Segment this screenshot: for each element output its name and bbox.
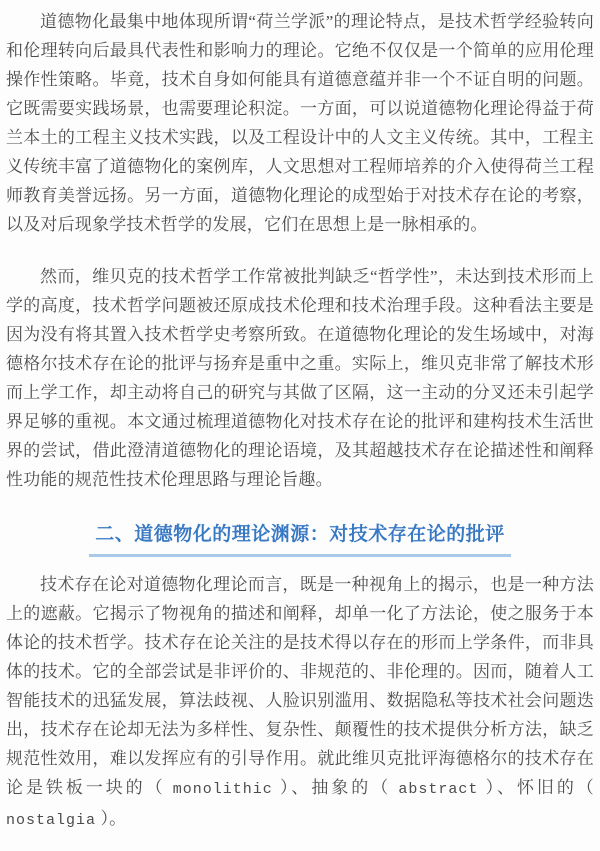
body-paragraph-1: 道德物化最集中地体现所谓“荷兰学派”的理论特点，是技术哲学经验转向和伦理转向后最具代表性和影响力的理论。它绝不仅仅是一个简单的应用伦理操作性策略。毕竟，技术自身如何能具有道德意蕴并非一个不证自明的问题。它既需要实践场景，也需要理论积淀。一方面，可以说道德物化理论得益于荷兰本土的工程主义技术实践，以及工程设计中的人文主义传统。其中，工程主义传统丰富了道德物化的案例库，人文思想对工程师培养的介入使得荷兰工程师教育美誉远扬。另一方面，道德物化理论的成型始于对技术存在论的考察，以及对后现象学技术哲学的发展，它们在思想上是一脉相承的。 (6, 12, 594, 234)
cjk-text-segment: 技术存在论对道德物化理论而言，既是一种视角上的揭示，也是一种方法上的遮蔽。它揭示了物视角的描述和阐释，却单一化了方法论，使之服务于本体论的技术哲学。技术存在论关注的是技术得以存在的形而上学条件，而非具体的技术。它的全部尝试是非评价的、非规范的、非伦理的。因而，随着人工智能技术的迅猛发展，算法歧视、人脸识别滥用、数据隐私等技术社会问题迭出，技术存在论却无法为多样性、复杂性、颠覆性的技术提供分析方法，缺乏规范性效用，难以发挥应有的引导作用。就此维贝克批评海德格尔的技术存在论是铁板一块的（ (6, 575, 594, 797)
body-paragraph-3 (6, 570, 594, 835)
section-heading-container (6, 517, 594, 557)
latin-term-nostalgia: nostalgia (6, 812, 97, 829)
body-paragraph-2: 然而，维贝克的技术哲学工作常被批判缺乏“哲学性”，未达到技术形而上学的高度，技术哲学问题被还原成技术伦理和技术治理手段。这种看法主要是因为没有将其置入技术哲学史考察所致。在道德物化理论的发生场域中，对海德格尔技术存在论的批评与扬弃是重中之重。实际上，维贝克非常了解技术形而上学工作，却主动将自己的研究与其做了区隔，这一主动的分叉还未引起学界足够的重视。本文通过梳理道德物化对技术存在论的批评和建构技术生活世界的尝试，借此澄清道德物化的理论语境，及其超越技术存在论描述性和阐释性功能的规范性技术伦理思路与理论旨趣。 (6, 267, 594, 489)
latin-term-abstract: abstract (398, 781, 479, 798)
section-heading: 二、道德物化的理论渊源：对技术存在论的批评 (89, 517, 511, 557)
latin-term-monolithic: monolithic (172, 781, 273, 798)
cjk-text-segment: ）、抽象的（ (279, 778, 392, 797)
cjk-text-segment: ）、怀旧的（ (485, 778, 595, 797)
cjk-text-segment: ）。 (100, 809, 127, 828)
